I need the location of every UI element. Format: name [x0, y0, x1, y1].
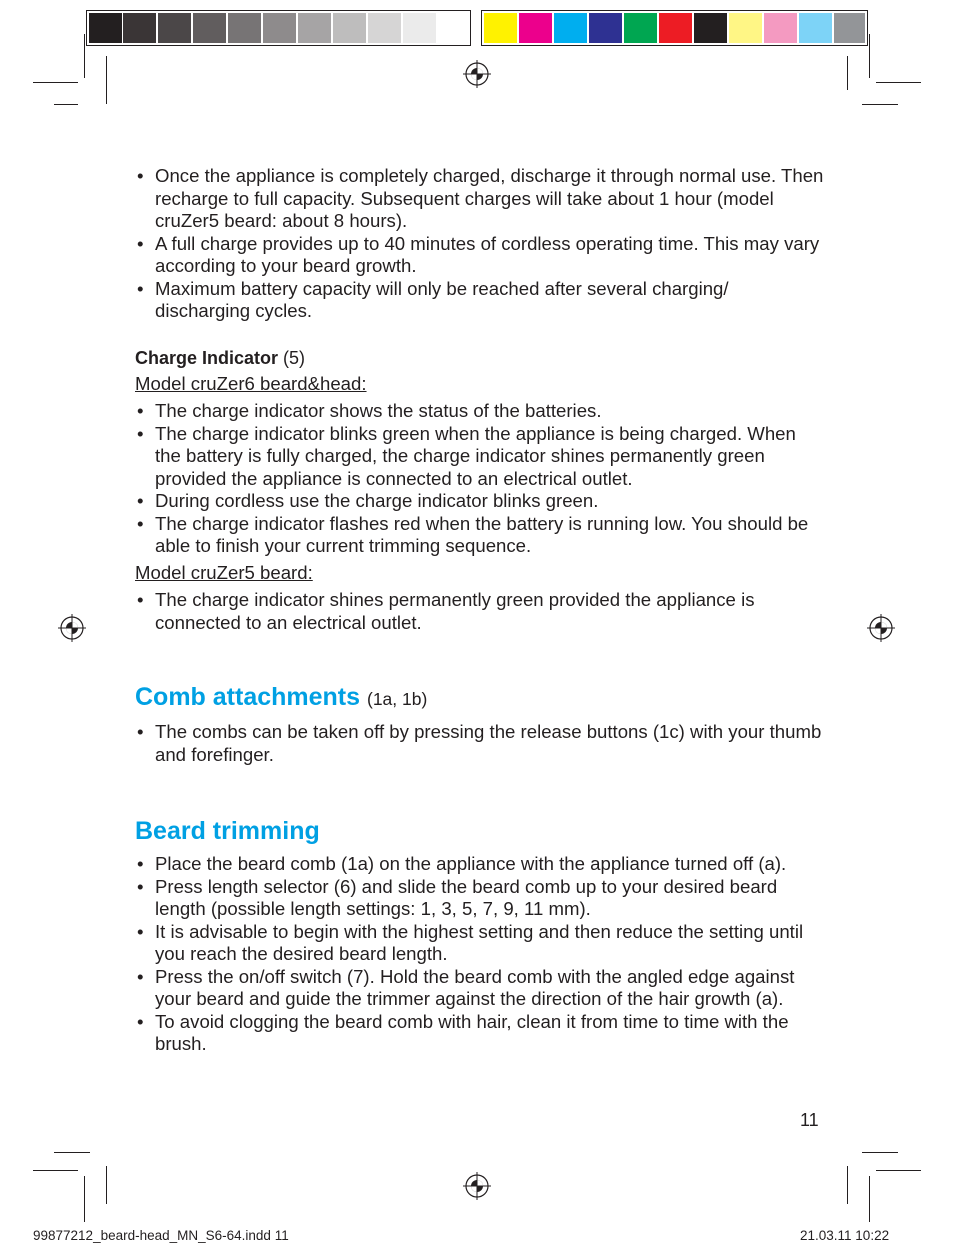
model5-bullet-list — [135, 589, 825, 634]
crop-mark — [862, 1152, 898, 1153]
charge-indicator-heading — [135, 347, 825, 369]
crop-mark — [847, 1166, 848, 1204]
color-swatch — [589, 13, 622, 43]
color-swatch — [764, 13, 797, 43]
crop-mark — [847, 56, 848, 90]
color-swatch — [659, 13, 692, 43]
gray-swatch — [298, 13, 331, 43]
color-swatch — [484, 13, 517, 43]
list-item: • It is advisable to begin with the highest setting and then reduce the setting until you reach the desired beard length. — [135, 921, 825, 966]
gray-swatch — [438, 13, 468, 43]
crop-mark — [106, 56, 107, 104]
list-item: • The combs can be taken off by pressing the release buttons (1c) with your thumb and forefinger. — [135, 721, 825, 766]
color-swatch — [519, 13, 552, 43]
beard-bullet-list — [135, 853, 825, 1056]
color-swatch — [624, 13, 657, 43]
comb-attachments-heading — [135, 682, 825, 714]
registration-mark-icon — [462, 59, 492, 89]
registration-mark-icon — [57, 613, 87, 643]
beard-trimming-title: Beard trimming — [135, 817, 320, 845]
color-swatch — [554, 13, 587, 43]
page-number: 11 — [800, 1110, 819, 1130]
footer-file-info: 99877212_beard-head_MN_S6-64.indd 11 — [33, 1228, 289, 1243]
list-item: • A full charge provides up to 40 minutes of cordless operating time. This may vary according to your beard growth. — [135, 233, 825, 278]
crop-mark — [869, 1176, 870, 1222]
charge-indicator-title: Charge Indicator — [135, 347, 279, 368]
crop-mark — [54, 1152, 90, 1153]
comb-attachments-ref: (1a, 1b) — [367, 689, 428, 709]
beard-trimming-heading — [135, 816, 825, 846]
list-item: • Press length selector (6) and slide the beard comb up to your desired beard length (possible length settings: 1, 3, 5, 7, 9, 11 mm). — [135, 876, 825, 921]
gray-swatch — [123, 13, 156, 43]
list-item: • Once the appliance is completely charged, discharge it through normal use. Then recharge to full capacity. Subsequent charges will take about 1 hour (model cruZer5 beard: about 8 hours). — [135, 165, 825, 233]
grayscale-color-bar — [86, 10, 471, 46]
crop-mark — [33, 82, 78, 83]
list-item: • The charge indicator shows the status of the batteries. — [135, 400, 825, 423]
registration-mark-icon — [866, 613, 896, 643]
comb-bullet-list — [135, 721, 825, 766]
list-item: • To avoid clogging the beard comb with hair, clean it from time to time with the brush. — [135, 1011, 825, 1056]
comb-attachments-title: Comb attachments — [135, 683, 361, 711]
model6-bullet-list — [135, 400, 825, 558]
gray-swatch — [228, 13, 261, 43]
gray-swatch — [89, 13, 122, 43]
color-swatch — [834, 13, 865, 43]
model6-label: Model cruZer6 beard&head: — [135, 372, 367, 394]
gray-swatch — [263, 13, 296, 43]
charge-indicator-ref: (5) — [283, 347, 306, 368]
intro-bullet-list — [135, 165, 825, 323]
gray-swatch — [368, 13, 401, 43]
gray-swatch — [403, 13, 436, 43]
gray-swatch — [193, 13, 226, 43]
crop-mark — [876, 82, 921, 83]
crop-mark — [84, 1176, 85, 1222]
crop-mark — [862, 104, 898, 105]
list-item: • The charge indicator shines permanently green provided the appliance is connected to an electrical outlet. — [135, 589, 825, 634]
cmyk-color-bar — [481, 10, 868, 46]
model5-label: Model cruZer5 beard: — [135, 561, 313, 583]
page-content — [135, 165, 825, 1056]
color-swatch — [799, 13, 832, 43]
footer-date: 21.03.11 10:22 — [800, 1228, 890, 1243]
crop-mark — [33, 1170, 78, 1171]
list-item: • The charge indicator flashes red when the battery is running low. You should be able to finish your current trimming sequence. — [135, 513, 825, 558]
crop-mark — [869, 34, 870, 78]
list-item: • During cordless use the charge indicator blinks green. — [135, 490, 825, 513]
list-item: • Place the beard comb (1a) on the appliance with the appliance turned off (a). — [135, 853, 825, 876]
crop-mark — [876, 1170, 921, 1171]
gray-swatch — [158, 13, 191, 43]
color-swatch — [694, 13, 727, 43]
color-swatch — [729, 13, 762, 43]
crop-mark — [106, 1166, 107, 1204]
list-item: • Maximum battery capacity will only be reached after several charging/ discharging cycles. — [135, 278, 825, 323]
registration-mark-icon — [462, 1171, 492, 1201]
crop-mark — [54, 104, 78, 105]
crop-mark — [84, 34, 85, 78]
list-item: • The charge indicator blinks green when the appliance is being charged. When the battery is fully charged, the charge indicator shines permanently green provided the appliance is connected to an electrical outlet. — [135, 423, 825, 491]
list-item: • Press the on/off switch (7). Hold the beard comb with the angled edge against your beard and guide the trimmer against the direction of the hair growth (a). — [135, 966, 825, 1011]
gray-swatch — [333, 13, 366, 43]
